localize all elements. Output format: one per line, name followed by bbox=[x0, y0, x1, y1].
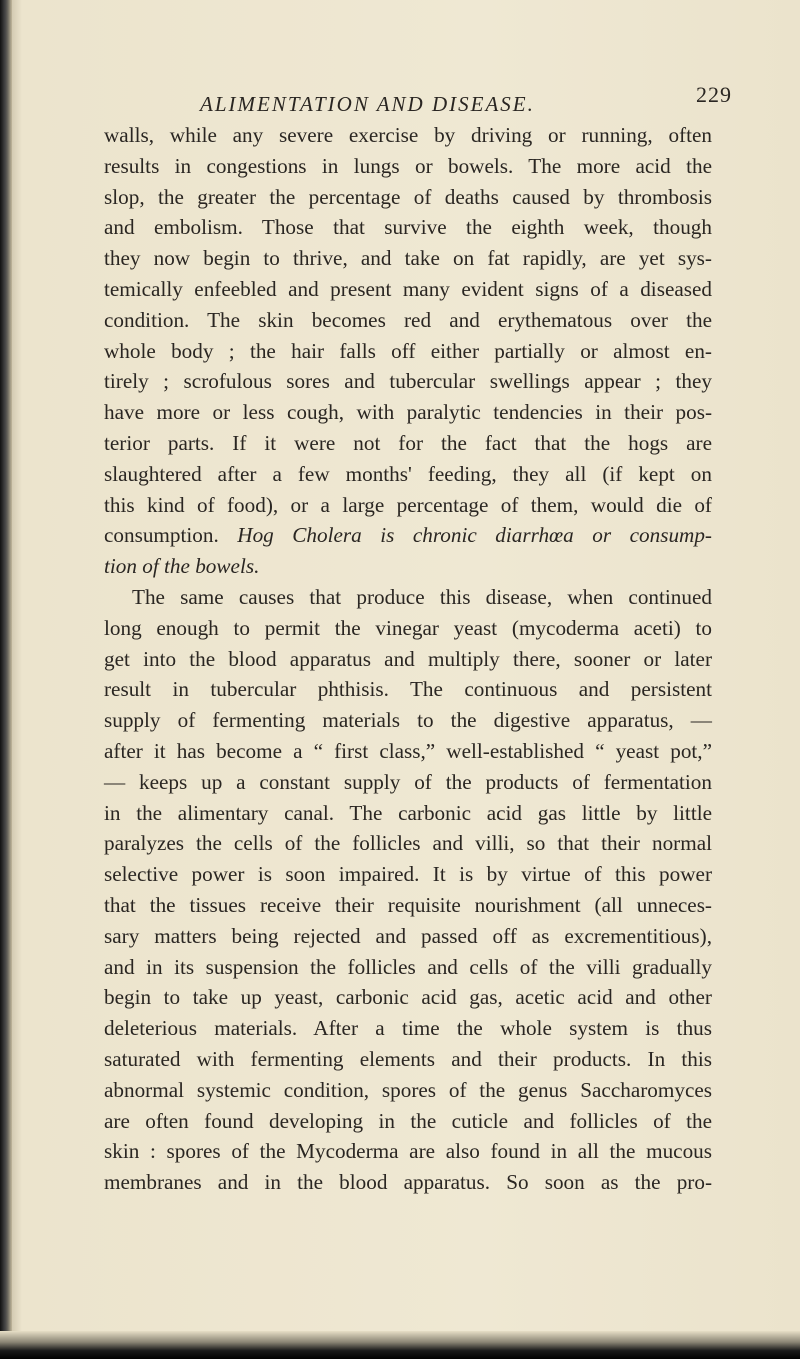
italic-phrase: Hog Cholera is chronic diarrhœa or consump- bbox=[237, 523, 712, 548]
text-line: — keeps up a constant supply of the products of fermentation bbox=[104, 769, 712, 794]
text-line: that the tissues receive their requisite nourishment (all unneces- bbox=[104, 892, 712, 917]
text-line: The same causes that produce this disease, when continued bbox=[132, 584, 712, 609]
text-line: after it has become a “ first class,” well-established “ yeast pot,” bbox=[104, 738, 712, 763]
text-line: long enough to permit the vinegar yeast (mycoderma aceti) to bbox=[104, 615, 712, 640]
text-line: slop, the greater the percentage of deaths caused by thrombosis bbox=[104, 184, 712, 209]
text-line: supply of fermenting materials to the digestive apparatus, — bbox=[104, 708, 712, 733]
text-line: and in its suspension the follicles and cells of the villi gradually bbox=[104, 954, 712, 979]
text-line bbox=[104, 520, 712, 551]
text-line: membranes and in the blood apparatus. So soon as the pro- bbox=[104, 1170, 712, 1195]
text-line: have more or less cough, with paralytic tendencies in their pos- bbox=[104, 400, 712, 425]
text-line: whole body ; the hair falls off either partially or almost en- bbox=[104, 338, 712, 363]
text-line: in the alimentary canal. The carbonic acid gas little by little bbox=[104, 800, 712, 825]
text-line: skin : spores of the Mycoderma are also found in all the mucous bbox=[104, 1139, 712, 1164]
page-number: 229 bbox=[696, 82, 732, 107]
text-line bbox=[104, 551, 712, 582]
text-line: paralyzes the cells of the follicles and villi, so that their normal bbox=[104, 831, 712, 856]
text-line: deleterious materials. After a time the whole system is thus bbox=[104, 1016, 712, 1041]
text-line: tirely ; scrofulous sores and tubercular swellings appear ; they bbox=[104, 369, 712, 394]
running-title: ALIMENTATION AND DISEASE. bbox=[200, 92, 535, 116]
text-line: result in tubercular phthisis. The continuous and persistent bbox=[104, 677, 712, 702]
text-line: selective power is soon impaired. It is by virtue of this power bbox=[104, 862, 712, 887]
text-line: abnormal systemic condition, spores of the genus Saccharomyces bbox=[104, 1077, 712, 1102]
text-line: sary matters being rejected and passed off as excrementitious), bbox=[104, 923, 712, 948]
text-line: get into the blood apparatus and multiply there, sooner or later bbox=[104, 646, 712, 671]
page-bottom-edge bbox=[0, 1331, 800, 1359]
text-line: temically enfeebled and present many evident signs of a diseased bbox=[104, 276, 712, 301]
text-line: saturated with fermenting elements and their products. In this bbox=[104, 1046, 712, 1071]
book-spine-shadow bbox=[0, 0, 12, 1359]
text-line: results in congestions in lungs or bowels. The more acid the bbox=[104, 153, 712, 178]
text-line: walls, while any severe exercise by driving or running, often bbox=[104, 123, 712, 147]
text-segment: consumption. bbox=[104, 523, 219, 548]
text-line: begin to take up yeast, carbonic acid gas, acetic acid and other bbox=[104, 985, 712, 1010]
text-line: are often found developing in the cuticle and follicles of the bbox=[104, 1108, 712, 1133]
text-line: this kind of food), or a large percentage of them, would die of bbox=[104, 492, 712, 517]
text-line: condition. The skin becomes red and erythematous over the bbox=[104, 307, 712, 332]
text-line: they now begin to thrive, and take on fat rapidly, are yet sys- bbox=[104, 246, 712, 271]
text-line: and embolism. Those that survive the eighth week, though bbox=[104, 215, 712, 240]
text-line: terior parts. If it were not for the fact that the hogs are bbox=[104, 430, 712, 455]
body-text bbox=[104, 120, 712, 1198]
italic-phrase: tion of the bowels. bbox=[104, 554, 260, 579]
text-line: slaughtered after a few months' feeding, they all (if kept on bbox=[104, 461, 712, 486]
